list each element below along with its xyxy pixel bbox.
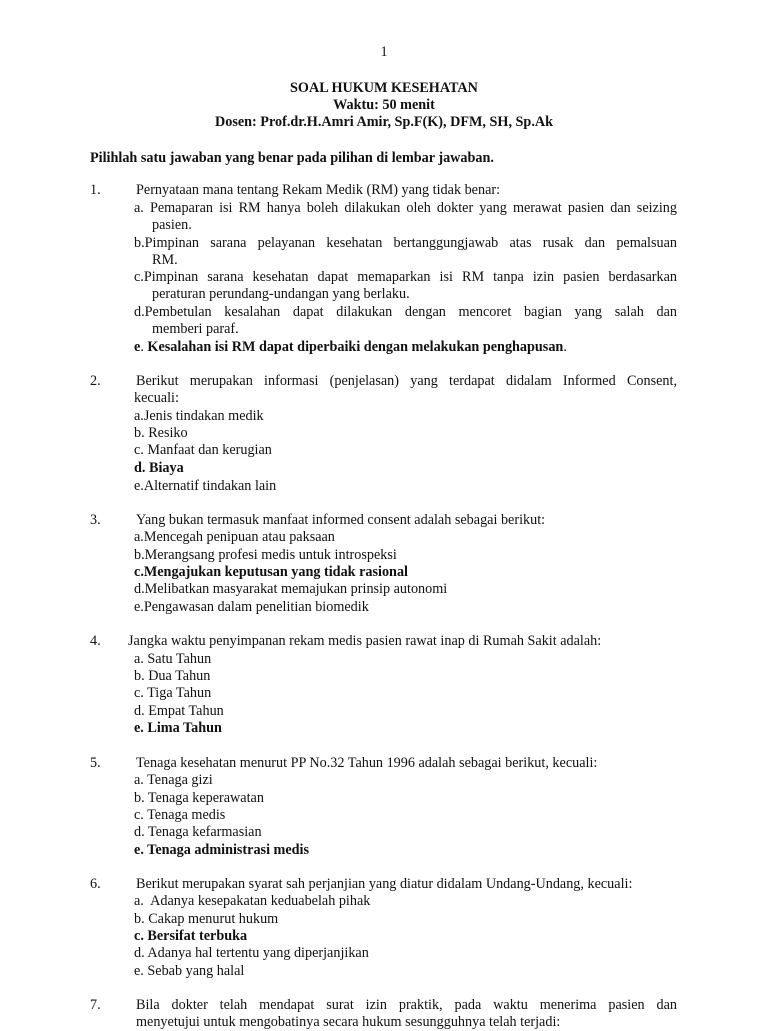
option-a: a. Tenaga gizi xyxy=(134,772,213,788)
option-c: c.Pimpinan sarana kesehatan dapat memaparkan isi RM tanpa izin pasien berdasarkan xyxy=(134,269,677,285)
question-text-continued: kecuali: xyxy=(134,390,179,406)
option-e-correct: e. Lima Tahun xyxy=(134,720,222,736)
option-e: e.Alternatif tindakan lain xyxy=(134,478,277,494)
option-b: b. Cakap menurut hukum xyxy=(134,911,279,927)
question-number: 6. xyxy=(90,876,101,892)
option-c-correct: c. Bersifat terbuka xyxy=(134,928,248,944)
lecturer-name: Dosen: Prof.dr.H.Amri Amir, Sp.F(K), DFM, SH, Sp.Ak xyxy=(214,114,554,130)
question-number: 4. xyxy=(90,633,101,649)
option-a-continued: pasien. xyxy=(152,217,192,233)
option-c-continued: peraturan perundang-undangan yang berlaku. xyxy=(152,286,410,302)
option-c: c. Manfaat dan kerugian xyxy=(134,442,272,458)
option-text: Kesalahan isi RM dapat diperbaiki dengan melakukan penghapusan xyxy=(147,339,564,355)
option-a: a. Adanya kesepakatan keduabelah pihak xyxy=(134,893,371,909)
option-text: Tenaga administrasi medis xyxy=(147,842,310,858)
question-number: 1. xyxy=(90,182,101,198)
option-text: Mengajukan keputusan yang tidak rasional xyxy=(143,564,408,580)
option-c: c. Tenaga medis xyxy=(134,807,226,823)
question-text-continued: menyetujui untuk mengobatinya secara hukum sesungguhnya telah terjadi: xyxy=(136,1014,561,1030)
option-a: a. Satu Tahun xyxy=(134,651,212,667)
option-b: b. Dua Tahun xyxy=(134,668,211,684)
option-b: b.Merangsang profesi medis untuk introspeksi xyxy=(134,547,397,563)
option-marker: c xyxy=(134,928,141,944)
option-b: b. Tenaga keperawatan xyxy=(134,790,264,806)
option-e-correct: e. Kesalahan isi RM dapat diperbaiki dengan melakukan penghapusan. xyxy=(134,339,567,355)
document-title: SOAL HUKUM KESEHATAN xyxy=(290,80,478,96)
option-marker: c xyxy=(134,564,141,580)
question-text: Yang bukan termasuk manfaat informed consent adalah sebagai berikut: xyxy=(136,512,546,528)
option-d: d. Adanya hal tertentu yang diperjanjikan xyxy=(134,945,369,961)
option-e: e.Pengawasan dalam penelitian biomedik xyxy=(134,599,369,615)
option-d-correct: d. Biaya xyxy=(134,460,184,476)
option-d: d. Empat Tahun xyxy=(134,703,224,719)
option-c: c. Tiga Tahun xyxy=(134,685,212,701)
question-text: Jangka waktu penyimpanan rekam medis pasien rawat inap di Rumah Sakit adalah: xyxy=(128,633,602,649)
question-text: Bila dokter telah mendapat surat izin praktik, pada waktu menerima pasien dan xyxy=(136,997,677,1013)
question-number: 5. xyxy=(90,755,101,771)
option-d: d.Pembetulan kesalahan dapat dilakukan dengan mencoret bagian yang salah dan xyxy=(134,304,677,320)
option-c-correct: c.Mengajukan keputusan yang tidak rasional xyxy=(134,564,408,580)
question-number: 3. xyxy=(90,512,101,528)
option-b-continued: RM. xyxy=(152,252,178,268)
question-text: Pernyataan mana tentang Rekam Medik (RM) yang tidak benar: xyxy=(136,182,501,198)
option-a: a. Pemaparan isi RM hanya boleh dilakukan oleh dokter yang merawat pasien dan seizing xyxy=(134,200,677,216)
option-marker: e xyxy=(134,339,141,355)
exam-duration: Waktu: 50 menit xyxy=(333,97,435,113)
option-a: a.Jenis tindakan medik xyxy=(134,408,264,424)
question-text: Berikut merupakan syarat sah perjanjian yang diatur didalam Undang-Undang, kecuali: xyxy=(136,876,633,892)
option-text: Biaya xyxy=(148,460,184,476)
option-d: d.Melibatkan masyarakat memajukan prinsip autonomi xyxy=(134,581,448,597)
option-b: b.Pimpinan sarana pelayanan kesehatan bertanggungjawab atas rusak dan pemalsuan xyxy=(134,235,677,251)
option-e: e. Sebab yang halal xyxy=(134,963,245,979)
option-a: a.Mencegah penipuan atau paksaan xyxy=(134,529,335,545)
option-text: Bersifat terbuka xyxy=(147,928,248,944)
page-number: 1 xyxy=(380,44,388,60)
question-number: 7. xyxy=(90,997,101,1013)
question-text: Tenaga kesehatan menurut PP No.32 Tahun 1996 adalah sebagai berikut, kecuali: xyxy=(136,755,598,771)
option-suffix: . xyxy=(563,339,567,355)
option-d-continued: memberi paraf. xyxy=(152,321,239,337)
option-b: b. Resiko xyxy=(134,425,188,441)
option-e-correct: e. Tenaga administrasi medis xyxy=(134,842,310,858)
option-d: d. Tenaga kefarmasian xyxy=(134,824,262,840)
question-number: 2. xyxy=(90,373,101,389)
question-text: Berikut merupakan informasi (penjelasan) yang terdapat didalam Informed Consent, xyxy=(136,373,677,389)
option-marker: d xyxy=(134,460,142,476)
option-marker: e xyxy=(134,842,141,858)
instruction-text: Pilihlah satu jawaban yang benar pada pilihan di lembar jawaban. xyxy=(90,150,494,166)
